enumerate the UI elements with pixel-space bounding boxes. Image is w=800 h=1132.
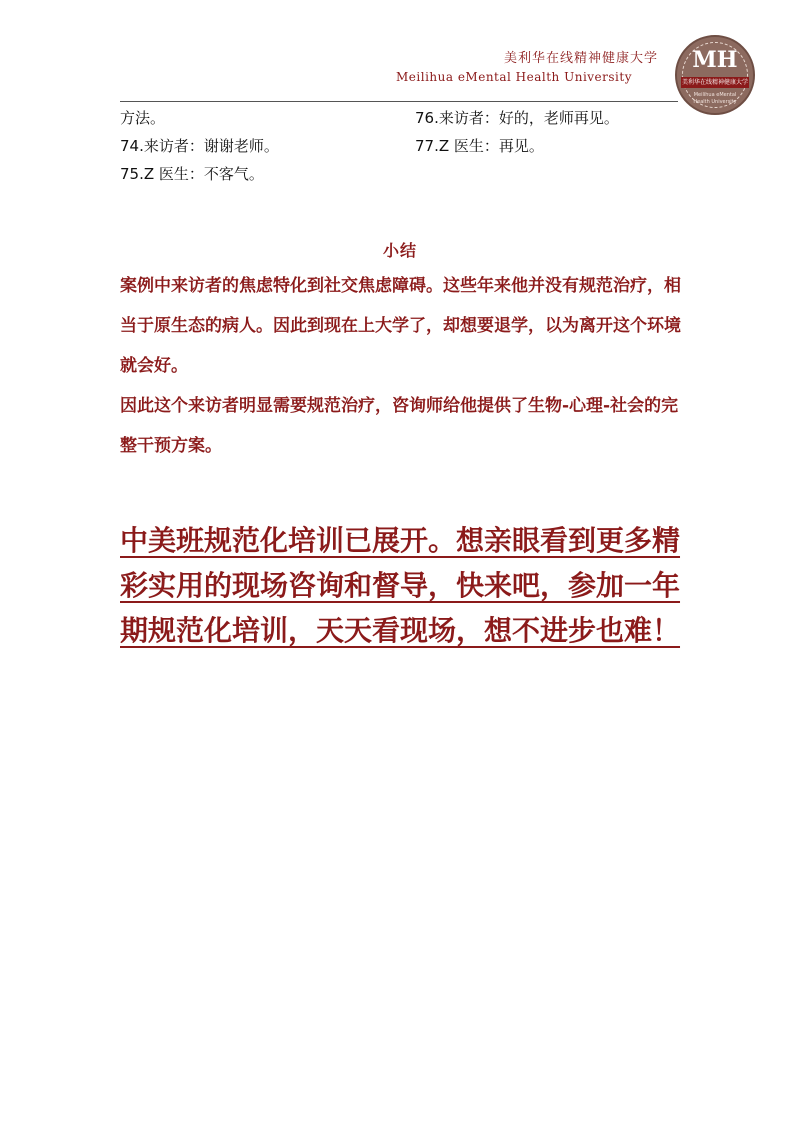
logo-subtext-1: Meilihua eMental (693, 92, 737, 98)
summary-paragraph: 案例中来访者的焦虑特化到社交焦虑障碍。这些年来他并没有规范治疗，相当于原生态的病人。因此到现在上大学了，却想要退学，以为离开这个环境就会好。 (120, 276, 681, 376)
summary-body (120, 266, 695, 466)
dialog-line: 76.来访者：好的，老师再见。 (415, 109, 619, 127)
dialog-line: 方法。 (120, 109, 166, 127)
page-header (0, 0, 800, 108)
university-logo (675, 35, 755, 115)
university-name-en: Meilihua eMental Health University (396, 70, 632, 84)
promo-text: 中美班规范化培训已展开。想亲眼看到更多精彩实用的现场咨询和督导，快来吧，参加一年期规范化培训，天天看现场，想不进步也难！ (120, 524, 681, 647)
header-divider (120, 101, 678, 102)
dialog-line: 74.来访者：谢谢老师。 (120, 137, 279, 155)
dialog-line: 77.Z 医生：再见。 (415, 137, 544, 155)
logo-subtext-2: Health University (693, 99, 737, 105)
logo-letters: MH (692, 47, 738, 73)
university-name-cn: 美利华在线精神健康大学 (503, 51, 658, 66)
dialog-line: 75.Z 医生：不客气。 (120, 165, 264, 183)
logo-band: 美利华在线精神健康大学 (681, 79, 748, 86)
summary-paragraph: 因此这个来访者明显需要规范治疗，咨询师给他提供了生物-心理-社会的完整干预方案。 (120, 396, 679, 456)
summary-title: 小结 (382, 241, 417, 260)
